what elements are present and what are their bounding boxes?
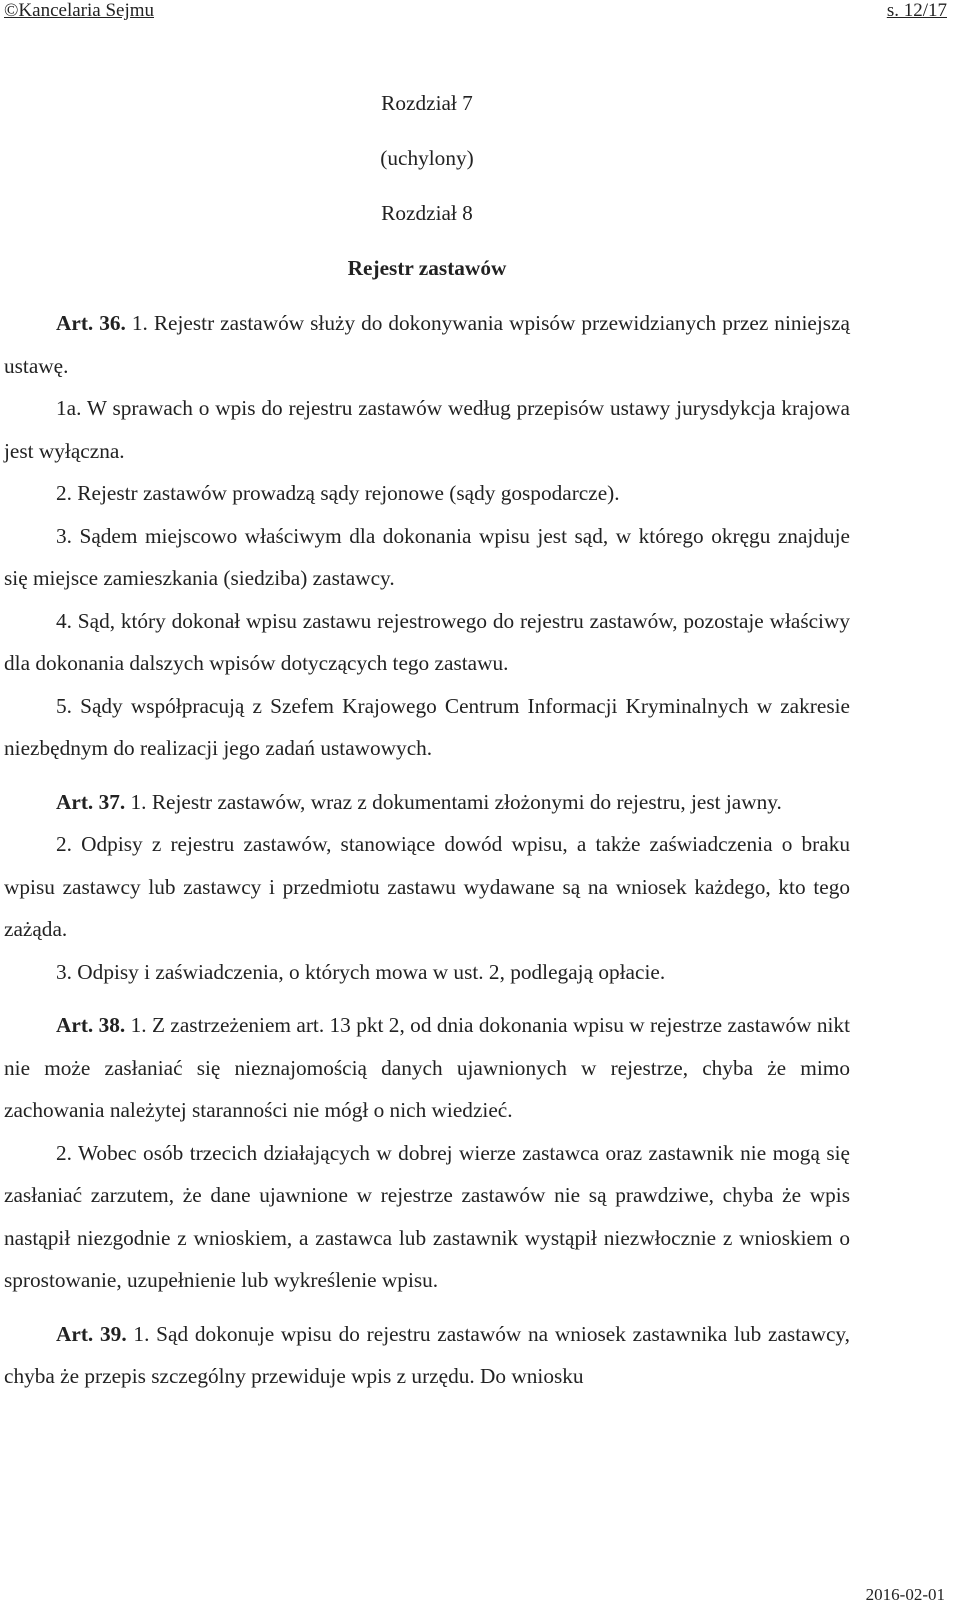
paragraph-art-38-2 — [4, 1132, 850, 1302]
paragraph-art-37-1 — [4, 781, 850, 824]
paragraph-art-36-3 — [4, 515, 850, 600]
article-number: Art. 39. — [56, 1321, 127, 1346]
paragraph-art-37-2 — [4, 823, 850, 951]
paragraph-text: 2. Wobec osób trzecich działających w dobrej wierze zastawca oraz zastawnik nie mogą się zasłaniać zarzutem, że dane ujawnione w rejestrze zastawów nie są prawdziwe, chyba że wpis nastąpił niezgodnie z wnioskiem, a zastawca lub zastawnik wystąpił niezwłocznie z wnioskiem o sprostowanie, uzupełnienie lub wykreślenie wpisu. — [4, 1140, 850, 1292]
chapter-7-title: (uchylony) — [380, 146, 474, 170]
chapter-8-label: Rozdział 8 — [381, 201, 473, 225]
paragraph-text: 1. Rejestr zastawów, wraz z dokumentami złożonymi do rejestru, jest jawny. — [125, 789, 782, 814]
document-body — [4, 82, 850, 1398]
chapter-8-title: Rejestr zastawów — [347, 256, 507, 280]
paragraph-text: 2. Odpisy z rejestru zastawów, stanowiące dowód wpisu, a także zaświadczenia o braku wpisu zastawcy lub zastawcy i przedmiotu zastawu wydawane są na wniosek każdego, kto tego zażąda. — [4, 832, 850, 941]
article-number: Art. 36. — [56, 311, 126, 335]
paragraph-art-36-2 — [4, 472, 850, 515]
paragraph-text: 2. Rejestr zastawów prowadzą sądy rejonowe (sądy gospodarcze). — [56, 481, 620, 505]
paragraph-text: 5. Sądy współpracują z Szefem Krajowego Centrum Informacji Kryminalnych w zakresie niezbędnym do realizacji jego zadań ustawowych. — [4, 693, 850, 760]
paragraph-text: 3. Sądem miejscowo właściwym dla dokonania wpisu jest sąd, w którego okręgu znajduje się miejsce zamieszkania (siedziba) zastawcy. — [4, 523, 850, 590]
paragraph-art-38-1 — [4, 1004, 850, 1132]
paragraph-text: 1. Sąd dokonuje wpisu do rejestru zastawów na wniosek zastawnika lub zastawcy, chyba że przepis szczególny przewiduje wpis z urzędu. Do wniosku — [4, 1321, 851, 1388]
paragraph-art-39-1 — [4, 1313, 850, 1398]
paragraph-text: 3. Odpisy i zaświadczenia, o których mowa w ust. 2, podlegają opłacie. — [56, 959, 666, 984]
paragraph-art-36-5 — [4, 685, 850, 770]
paragraph-art-36-4 — [4, 600, 850, 685]
paragraph-text: 1. Z zastrzeżeniem art. 13 pkt 2, od dnia dokonania wpisu w rejestrze zastawów nikt nie może zasłaniać się nieznajomością danych ujawnionych w rejestrze, chyba że mimo zachowania należytej staranności nie mógł o nich wiedzieć. — [4, 1013, 850, 1122]
page-number-link[interactable]: s. 12/17 — [886, 0, 947, 21]
paragraph-art-36-1 — [4, 302, 850, 387]
paragraph-text: 1. Rejestr zastawów służy do dokonywania wpisów przewidzianych przez niniejszą ustawę. — [4, 311, 850, 378]
header-source[interactable] — [4, 0, 154, 22]
paragraph-text: 4. Sąd, który dokonał wpisu zastawu rejestrowego do rejestru zastawów, pozostaje właściwy dla dokonania dalszych wpisów dotyczących tego zastawu. — [4, 608, 850, 675]
source-link[interactable]: ©Kancelaria Sejmu — [4, 0, 155, 21]
article-number: Art. 38. — [56, 1013, 126, 1037]
chapter-7-label: Rozdział 7 — [381, 91, 473, 115]
paragraph-art-37-3 — [4, 951, 850, 994]
article-number: Art. 37. — [56, 789, 126, 814]
header-page-number[interactable] — [887, 0, 947, 22]
paragraph-text: 1a. W sprawach o wpis do rejestru zastawów według przepisów ustawy jurysdykcja krajowa jest wyłączna. — [4, 396, 850, 463]
paragraph-art-36-1a — [4, 387, 850, 472]
footer-date: 2016-02-01 — [865, 1585, 945, 1604]
